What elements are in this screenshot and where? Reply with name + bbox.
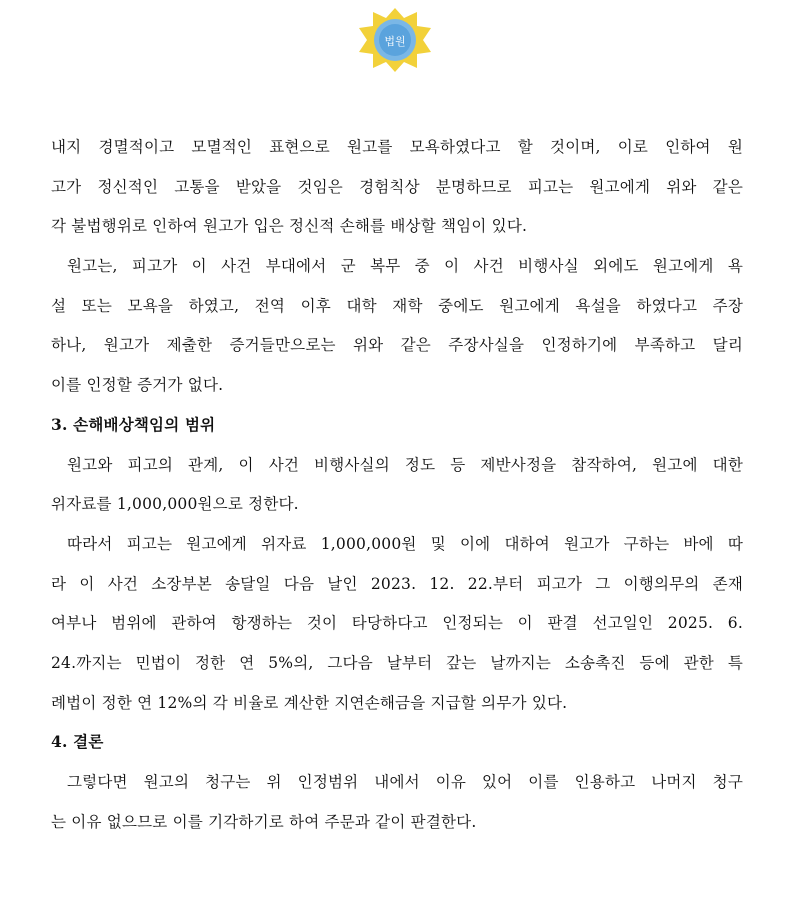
paragraph-consolation-amount	[51, 455, 743, 515]
document-body	[51, 137, 743, 851]
text-line: 위자료를 1,000,000원으로 정한다.	[51, 495, 299, 514]
section-heading-conclusion: 4. 결론	[51, 732, 104, 752]
text-line: 원고는, 피고가 이 사건 부대에서 군 복무 중 이 사건 비행사실 외에도 원고에게 욕	[67, 257, 743, 276]
text-line: 각 불법행위로 인하여 원고가 입은 정신적 손해를 배상할 책임이 있다.	[51, 217, 528, 236]
paragraph-payment-obligation	[51, 534, 743, 713]
text-line: 하나, 원고가 제출한 증거들만으로는 위와 같은 주장사실을 인정하기에 부족하고 달리	[51, 336, 743, 355]
text-line: 여부나 범위에 관하여 항쟁하는 것이 타당하다고 인정되는 이 판결 선고일인 2025. 6.	[51, 614, 743, 633]
text-line: 원고와 피고의 관계, 이 사건 비행사실의 정도 등 제반사정을 참작하여, 원고에 대한	[67, 455, 743, 474]
text-line: 내지 경멸적이고 모멸적인 표현으로 원고를 모욕하였다고 할 것이며, 이로 인하여 원	[51, 138, 743, 156]
text-line: 이를 인정할 증거가 없다.	[51, 376, 224, 395]
text-line: 고가 정신적인 고통을 받았을 것임은 경험칙상 분명하므로 피고는 원고에게 위와 같은	[51, 177, 743, 196]
court-emblem-logo	[355, 6, 435, 74]
text-line: 는 이유 없으므로 이를 기각하기로 하여 주문과 같이 판결한다.	[51, 812, 477, 831]
paragraph-liability	[51, 137, 743, 236]
text-line: 24.까지는 민법이 정한 연 5%의, 그다음 날부터 갚는 날까지는 소송촉진 등에 관한 특	[51, 653, 743, 672]
text-line: 그렇다면 원고의 청구는 위 인정범위 내에서 이유 있어 이를 인용하고 나머지 청구	[67, 773, 743, 791]
section-heading-damages-scope: 3. 손해배상책임의 범위	[51, 414, 216, 434]
emblem-text: 법원	[384, 35, 406, 48]
paragraph-other-claims	[51, 256, 743, 395]
paragraph-conclusion	[51, 772, 743, 832]
text-line: 설 또는 모욕을 하였고, 전역 이후 대학 재학 중에도 원고에게 욕설을 하였다고 주장	[51, 296, 743, 315]
text-line: 라 이 사건 소장부본 송달일 다음 날인 2023. 12. 22.부터 피고가 그 이행의무의 존재	[51, 574, 743, 593]
text-line: 례법이 정한 연 12%의 각 비율로 계산한 지연손해금을 지급할 의무가 있다.	[51, 693, 568, 712]
text-line: 따라서 피고는 원고에게 위자료 1,000,000원 및 이에 대하여 원고가 구하는 바에 따	[67, 534, 743, 553]
